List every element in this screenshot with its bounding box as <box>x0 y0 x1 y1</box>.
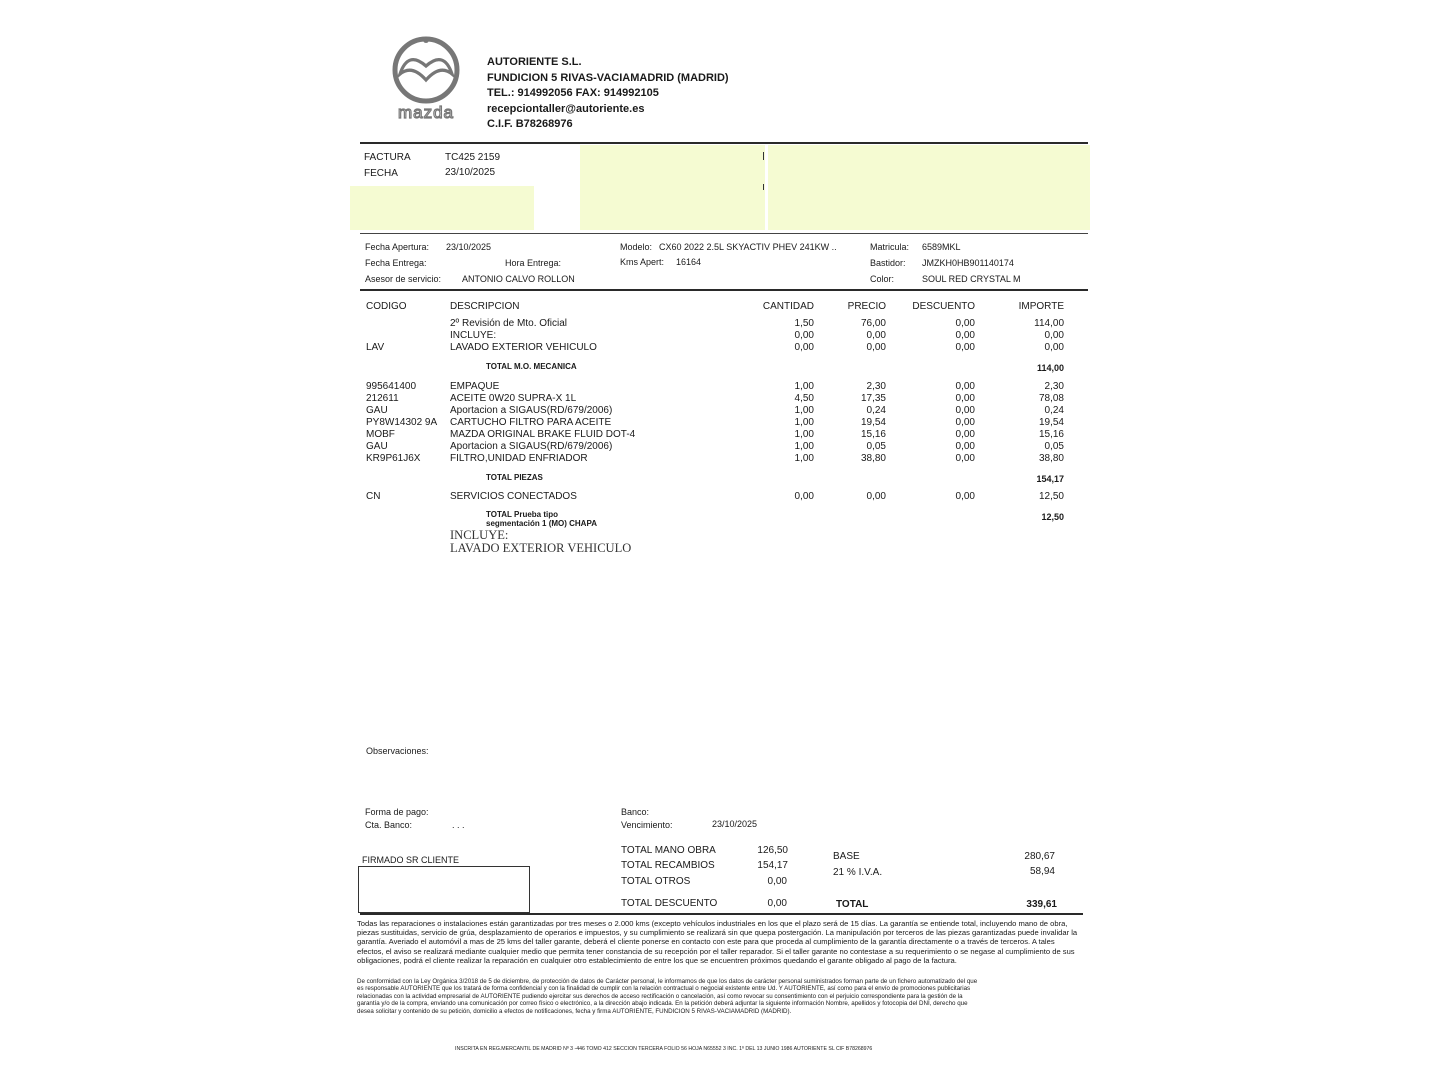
row-code: KR9P61J6X <box>366 453 421 464</box>
modelo-value: CX60 2022 2.5L SKYACTIV PHEV 241KW .. <box>659 242 837 252</box>
info-divider <box>360 233 1088 234</box>
redaction-mark <box>763 184 764 190</box>
row-price: 15,16 <box>860 429 886 440</box>
row-code: 995641400 <box>366 381 417 392</box>
row-price: 0,24 <box>866 405 886 416</box>
row-desc: ACEITE 0W20 SUPRA-X 1L <box>450 393 577 404</box>
color-value: SOUL RED CRYSTAL M <box>922 274 1021 284</box>
row-amount: 0,00 <box>1044 330 1064 341</box>
company-email: recepciontaller@autoriente.es <box>487 102 645 115</box>
kms-value: 16164 <box>676 257 702 267</box>
table-row <box>0 491 1440 503</box>
note-line-1: INCLUYE: <box>450 528 509 542</box>
labor-total-value: 114,00 <box>1036 363 1064 373</box>
total-mano-obra-value: 126,50 <box>757 845 788 856</box>
total-descuento-label: TOTAL DESCUENTO <box>621 898 718 909</box>
company-phones: TEL.: 914992056 FAX: 914992105 <box>487 87 659 99</box>
table-row <box>0 405 1440 417</box>
row-price: 0,00 <box>866 342 886 353</box>
table-top-divider <box>360 289 1088 291</box>
row-code: CN <box>366 491 381 502</box>
iva-value: 58,94 <box>1029 866 1055 877</box>
note-line-2: LAVADO EXTERIOR VEHICULO <box>450 541 632 555</box>
row-code: MOBF <box>366 429 395 440</box>
row-qty: 0,00 <box>794 342 814 353</box>
registry-text: INSCRITA EN REG.MERCANTIL DE MADRID Nº 3 -446 TOMO 412 SECCION TERCERA FOLIO 56 HOJA N65552 3 INC. 1º DEL 13 JUNIO 1986 AUTORIENTE SL CIF B78268976 <box>455 1046 873 1052</box>
row-code: 212611 <box>366 393 399 404</box>
warranty-text: Todas las reparaciones o instalaciones están garantizadas por tres meses o 2.000 kms (excepto vehículos industriales en los que el plazo será de 15 días. La garantía se entiende total, incluyendo mano de obra, piezas sustituidas, servicio de grúa, desplazamiento de operarios e impuestos, y su cumplimiento se realizará sin que quepa postergación. La manipulación por terceros de las piezas garantizadas puede invalidar la garantía. Averiado el automóvil a mas de 25 kms del taller garante, deberá el cliente ponerse en contacto con este para que proceda al cumplimiento de la garantía directamente o a través de terceros. A tales efectos, el aviso se realizará mediante cualquier medio que permita tener constancia de su recepción por el taller reparador. Si el taller garante no contestase a su requerimiento o se negase al cumplimiento de sus obligaciones, podrá el cliente realizar la reparación en cualquier otro establecimiento de entre los que se encuentren próximos quedando el garante obligado al pago de la factura. <box>357 919 1078 965</box>
cta-banco-value: . . . <box>452 820 465 830</box>
parts-total-value: 154,17 <box>1036 474 1064 484</box>
row-qty: 1,00 <box>794 405 814 416</box>
row-disc: 0,00 <box>955 453 975 464</box>
total-otros-label: TOTAL OTROS <box>621 876 691 887</box>
row-qty: 1,00 <box>794 429 814 440</box>
row-desc: 2º Revisión de Mto. Oficial <box>450 318 568 329</box>
svg-text:mazda: mazda <box>397 103 455 122</box>
parts-total-label: TOTAL PIEZAS <box>486 473 543 482</box>
mazda-logo <box>380 36 472 124</box>
color-label: Color: <box>870 274 895 284</box>
privacy-text: De conformidad con la Ley Orgánica 3/2018 de 5 de diciembre, de protección de datos de Carácter personal, le informamos de que los datos de carácter personal suministrados forman parte de un fichero automatizado del que es responsable AUTORIENTE que los tratará de forma confidencial y con la finalidad de cumplir con la relación contractual o negocial existente entre Ud. Y AUTORIENTE, así como para el envío de promociones publicitarias relacionadas con la actividad empresarial de AUTORIENTE pudiendo ejercitar sus derechos de acceso rectificación o cancelación, así como revocar su consentimiento con el perjuicio correspondiente para la gestión de la garantía y/o de la compra, enviando una comunicación por correo físico o electrónico, a la dirección abajo indicada. En la petición deberá adjuntar la siguiente información Nombre, apellidos y fotocopia del DNI, derecho que desea solicitar y contenido de su petición, domicilio a efectos de notificaciones, fecha y firma AUTORIENTE, FUNDICION 5 RIVAS-VACIAMADRID (MADRID). <box>357 978 978 1015</box>
base-value: 280,67 <box>1024 851 1055 862</box>
hora-entrega-label: Hora Entrega: <box>505 258 562 268</box>
total-descuento-value: 0,00 <box>767 898 787 909</box>
fecha-entrega-label: Fecha Entrega: <box>365 258 427 268</box>
asesor-value: ANTONIO CALVO ROLLON <box>462 274 575 284</box>
company-name: AUTORIENTE S.L. <box>487 56 582 68</box>
table-row <box>0 393 1440 405</box>
table-row <box>0 330 1440 342</box>
row-qty: 1,00 <box>794 381 814 392</box>
bastidor-label: Bastidor: <box>870 258 906 268</box>
service-total-value: 12,50 <box>1041 512 1064 522</box>
row-amount: 78,08 <box>1038 393 1064 404</box>
row-price: 0,00 <box>866 330 886 341</box>
bastidor-value: JMZKH0HB901140174 <box>922 258 1014 268</box>
cta-banco-label: Cta. Banco: <box>365 820 413 830</box>
header-divider <box>360 142 1088 144</box>
row-price: 0,05 <box>866 441 886 452</box>
fecha-apertura-label: Fecha Apertura: <box>365 242 430 252</box>
row-price: 19,54 <box>860 417 886 428</box>
row-qty: 4,50 <box>794 393 814 404</box>
row-qty: 1,00 <box>794 453 814 464</box>
modelo-label: Modelo: <box>620 242 653 252</box>
table-header <box>0 301 1440 313</box>
table-row <box>0 318 1440 330</box>
row-amount: 38,80 <box>1038 453 1064 464</box>
row-desc: LAVADO EXTERIOR VEHICULO <box>450 342 597 353</box>
row-code: PY8W14302 9A <box>366 417 438 428</box>
col-cantidad: CANTIDAD <box>762 301 814 312</box>
total-recambios-label: TOTAL RECAMBIOS <box>621 860 715 871</box>
col-descripcion: DESCRIPCION <box>450 301 520 312</box>
total-mano-obra-label: TOTAL MANO OBRA <box>621 845 716 856</box>
col-descuento: DESCUENTO <box>912 301 975 312</box>
row-disc: 0,00 <box>955 417 975 428</box>
redacted-block <box>350 186 534 230</box>
factura-number: TC425 2159 <box>445 152 501 163</box>
observaciones-label: Observaciones: <box>366 746 429 756</box>
row-qty: 1,50 <box>794 318 814 329</box>
company-info <box>487 55 729 133</box>
total-otros-value: 0,00 <box>767 876 787 887</box>
row-price: 0,00 <box>866 491 886 502</box>
redacted-block <box>580 145 765 230</box>
row-amount: 12,50 <box>1038 491 1064 502</box>
vencimiento-label: Vencimiento: <box>621 820 673 830</box>
redacted-block <box>768 145 1090 230</box>
row-desc: CARTUCHO FILTRO PARA ACEITE <box>450 417 612 428</box>
iva-label: 21 % I.V.A. <box>833 867 883 878</box>
signature-box <box>358 866 530 913</box>
row-price: 38,80 <box>860 453 886 464</box>
redaction-mark <box>763 152 764 160</box>
firmado-label: FIRMADO SR CLIENTE <box>362 855 460 865</box>
row-desc: MAZDA ORIGINAL BRAKE FLUID DOT-4 <box>450 429 636 440</box>
row-code: LAV <box>366 342 385 353</box>
company-cif: C.I.F. B78268976 <box>487 118 573 130</box>
row-amount: 15,16 <box>1038 429 1064 440</box>
table-row <box>0 429 1440 441</box>
banco-label: Banco: <box>621 807 650 817</box>
row-desc: SERVICIOS CONECTADOS <box>450 491 577 502</box>
fecha-label: FECHA <box>364 168 398 179</box>
matricula-value: 6589MKL <box>922 242 961 252</box>
row-price: 2,30 <box>866 381 886 392</box>
row-price: 17,35 <box>860 393 886 404</box>
table-row <box>0 381 1440 393</box>
row-disc: 0,00 <box>955 381 975 392</box>
col-importe: IMPORTE <box>1018 301 1064 312</box>
row-amount: 0,05 <box>1044 441 1064 452</box>
table-row <box>0 453 1440 465</box>
row-qty: 1,00 <box>794 441 814 452</box>
col-precio: PRECIO <box>847 301 886 312</box>
row-disc: 0,00 <box>955 405 975 416</box>
row-disc: 0,00 <box>955 342 975 353</box>
row-amount: 2,30 <box>1044 381 1064 392</box>
row-price: 76,00 <box>860 318 886 329</box>
row-code: GAU <box>366 441 388 452</box>
row-desc: EMPAQUE <box>450 381 500 392</box>
fecha-apertura-value: 23/10/2025 <box>446 242 492 252</box>
row-disc: 0,00 <box>955 441 975 452</box>
row-disc: 0,00 <box>955 318 975 329</box>
total-label: TOTAL <box>836 899 869 910</box>
labor-total-label: TOTAL M.O. MECANICA <box>486 362 577 371</box>
table-row <box>0 417 1440 429</box>
service-total-label: TOTAL Prueba tipo <box>486 510 559 519</box>
row-qty: 1,00 <box>794 417 814 428</box>
table-row <box>0 441 1440 453</box>
asesor-label: Asesor de servicio: <box>365 274 442 284</box>
kms-label: Kms Apert: <box>620 257 665 267</box>
row-desc: INCLUYE: <box>450 330 497 341</box>
legal-divider <box>360 913 1083 915</box>
row-qty: 0,00 <box>794 330 814 341</box>
row-desc: Aportacion a SIGAUS(RD/679/2006) <box>450 441 613 452</box>
factura-label: FACTURA <box>364 152 411 163</box>
row-code: GAU <box>366 405 388 416</box>
vencimiento-value: 23/10/2025 <box>712 819 758 829</box>
row-amount: 0,00 <box>1044 342 1064 353</box>
row-amount: 0,24 <box>1044 405 1064 416</box>
row-disc: 0,00 <box>955 429 975 440</box>
total-recambios-value: 154,17 <box>757 860 788 871</box>
row-desc: Aportacion a SIGAUS(RD/679/2006) <box>450 405 613 416</box>
total-value: 339,61 <box>1026 899 1057 910</box>
row-amount: 19,54 <box>1038 417 1064 428</box>
row-desc: FILTRO,UNIDAD ENFRIADOR <box>450 453 588 464</box>
row-disc: 0,00 <box>955 330 975 341</box>
base-label: BASE <box>833 851 860 862</box>
row-amount: 114,00 <box>1034 318 1064 329</box>
table-row <box>0 342 1440 354</box>
matricula-label: Matricula: <box>870 242 910 252</box>
row-disc: 0,00 <box>955 491 975 502</box>
company-address: FUNDICION 5 RIVAS-VACIAMADRID (MADRID) <box>487 71 729 84</box>
col-codigo: CODIGO <box>366 301 407 312</box>
service-total-label-2: segmentación 1 (MO) CHAPA <box>486 519 597 528</box>
row-disc: 0,00 <box>955 393 975 404</box>
row-qty: 0,00 <box>794 491 814 502</box>
fecha-value: 23/10/2025 <box>445 167 496 178</box>
forma-pago-label: Forma de pago: <box>365 807 429 817</box>
